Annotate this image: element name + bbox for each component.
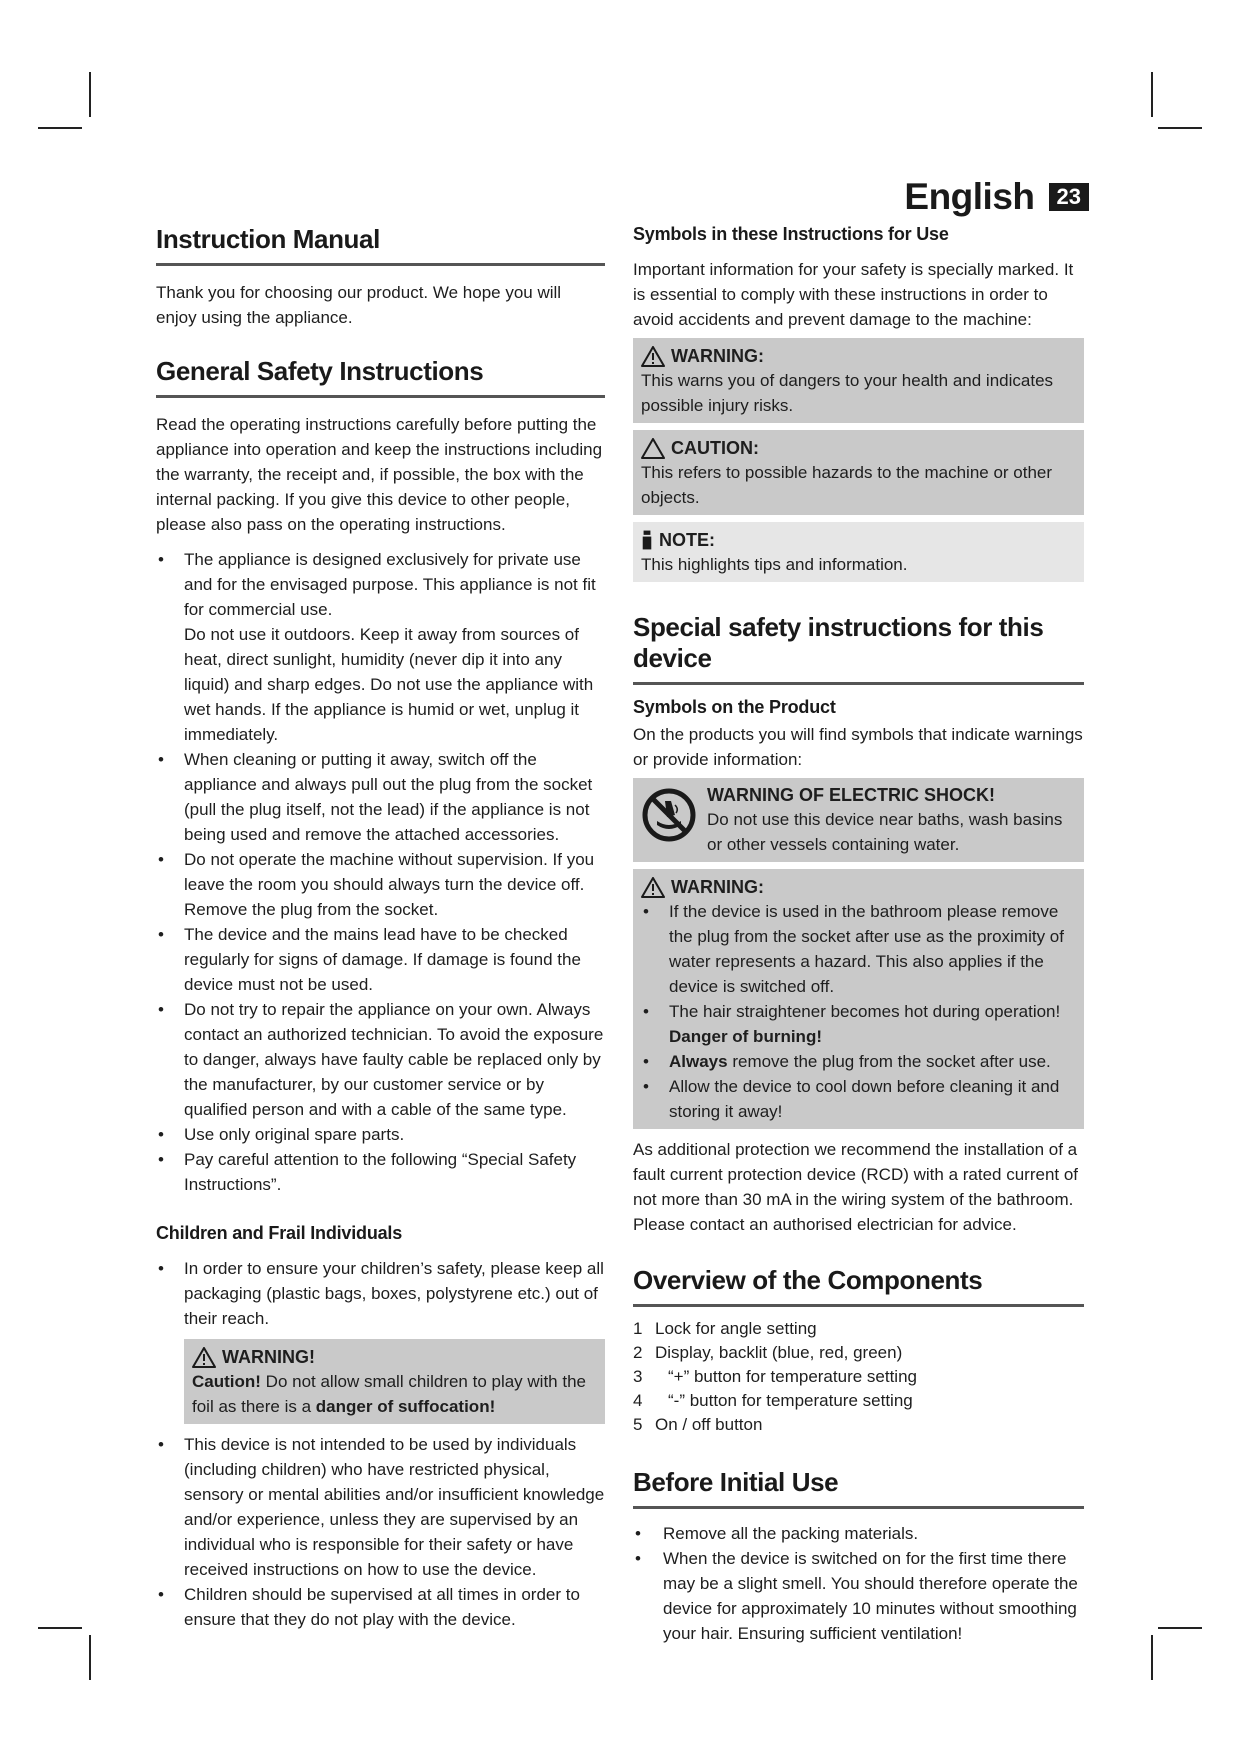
children-heading: Children and Frail Individuals (156, 1223, 403, 1243)
list-item: • Allow the device to cool down before cleaning it and storing it away! (641, 1074, 1076, 1124)
list-item: • Do not operate the machine without supervision. If you leave the room you should always turn the device off. Remove the plug from the socket. (156, 847, 605, 922)
before-use-list (633, 1521, 1084, 1646)
crop-mark (1151, 1635, 1153, 1680)
list-item: • The appliance is designed exclusively for private use and for the envisaged purpose. This appliance is not fit for commercial use. Do not use it outdoors. Keep it away from sources of heat, direct sunlight, humidity (never dip it into any liquid) and sharp edges. Do not use the appliance with wet hands. If the appliance is humid or wet, unplug it immediately. (156, 547, 605, 747)
symbols-text: Important information for your safety is specially marked. It is essential to comply with these instructions in order to avoid accidents and prevent damage to the machine: (633, 260, 1074, 329)
list-item: • Children should be supervised at all times in order to ensure that they do not play with the device. (156, 1582, 605, 1632)
children-list-continued (156, 1432, 605, 1632)
children-warning-box: WARNING! Caution! Do not allow small children to play with the foil as there is a danger of suffocation! (184, 1339, 605, 1424)
list-item: 5 On / off button (633, 1415, 763, 1434)
list-item: • Use only original spare parts. (156, 1122, 605, 1147)
general-safety-list (156, 547, 605, 1197)
crop-mark (89, 1635, 91, 1680)
before-use-heading: Before Initial Use (633, 1467, 1084, 1509)
danger-label: danger of suffocation! (315, 1397, 496, 1416)
symbols-product-text: On the products you will find symbols that indicate warnings or provide information: (633, 725, 1083, 769)
list-item: • Remove all the packing materials. (633, 1521, 1084, 1546)
warning-triangle-icon (641, 877, 665, 898)
crop-mark (1158, 1627, 1202, 1629)
components-list (633, 1317, 1084, 1437)
list-item: • Do not try to repair the appliance on your own. Always contact an authorized technician. To avoid the exposure to danger, always have faulty cable be replaced only by the manufacturer, by our customer service or by qualified person and with a cable of the same type. (156, 997, 605, 1122)
crop-mark (89, 72, 91, 117)
list-item: • The device and the mains lead have to be checked regularly for signs of damage. If damage is found the device must not be used. (156, 922, 605, 997)
warning-triangle-icon (641, 346, 665, 367)
list-item: • When the device is switched on for the first time there may be a slight smell. You should therefore operate the device for approximately 10 minutes without smoothing your hair. Ensuring sufficient ventilation! (633, 1546, 1084, 1646)
intro-text: Thank you for choosing our product. We hope you will enjoy using the appliance. (156, 283, 562, 327)
crop-mark (1151, 72, 1153, 117)
list-item: • This device is not intended to be used by individuals (including children) who have restricted physical, sensory or mental abilities and/or insufficient knowledge and/or experience, unless they are supervised by an individual who is responsible for their safety or have received instructions on how to use the device. (156, 1432, 605, 1582)
note-box: NOTE: This highlights tips and information. (633, 522, 1084, 582)
list-item: 4 “-” button for temperature setting (633, 1391, 913, 1410)
left-column (156, 224, 605, 1632)
crop-mark (38, 1627, 82, 1629)
no-water-icon (641, 787, 697, 843)
symbols-heading: Symbols in these Instructions for Use (633, 224, 949, 244)
warning-triangle-icon (192, 1347, 216, 1368)
instruction-manual-heading: Instruction Manual (156, 224, 605, 266)
list-item: 3 “+” button for temperature setting (633, 1367, 917, 1386)
list-item: 2 Display, backlit (blue, red, green) (633, 1343, 903, 1362)
warning-title: WARNING! (222, 1347, 315, 1367)
symbols-product-heading: Symbols on the Product (633, 697, 836, 717)
caution-triangle-icon (641, 438, 665, 459)
general-safety-text: Read the operating instructions carefully before putting the appliance into operation and keep the instructions including the warranty, the receipt and, if possible, the box with the internal packing. If you give this device to other people, please also pass on the operating instructions. (156, 415, 603, 534)
list-item: • In order to ensure your children’s safety, please keep all packaging (plastic bags, boxes, polystyrene etc.) out of their reach. (156, 1256, 605, 1331)
children-list (156, 1256, 605, 1331)
language-label: English (904, 176, 1035, 217)
caution-box: CAUTION: This refers to possible hazards to the machine or other objects. (633, 430, 1084, 515)
crop-mark (1158, 127, 1202, 129)
list-item: 1 Lock for angle setting (633, 1319, 817, 1338)
caution-label: Caution! (192, 1372, 261, 1391)
list-item: • If the device is used in the bathroom please remove the plug from the socket after use as the proximity of water represents a hazard. This also applies if the device is switched off. (641, 899, 1076, 999)
list-item: • Pay careful attention to the following “Special Safety Instructions”. (156, 1147, 605, 1197)
electric-shock-text: Do not use this device near baths, wash basins or other vessels containing water. (707, 810, 1063, 854)
crop-mark (38, 127, 82, 129)
electric-shock-title: WARNING OF ELECTRIC SHOCK! (707, 785, 995, 805)
special-safety-heading: Special safety instructions for this device (633, 612, 1084, 685)
list-item: • When cleaning or putting it away, switch off the appliance and always pull out the plug from the socket (pull the plug itself, not the lead) if the appliance is not being used and remove the attached accessories. (156, 747, 605, 847)
overview-heading: Overview of the Components (633, 1265, 1084, 1307)
warning-box: WARNING: This warns you of dangers to your health and indicates possible injury risks. (633, 338, 1084, 423)
info-icon (641, 530, 653, 550)
list-item: • Always remove the plug from the socket after use. (641, 1049, 1076, 1074)
page-number: 23 (1049, 183, 1089, 211)
general-safety-heading: General Safety Instructions (156, 356, 605, 398)
list-item: • The hair straightener becomes hot during operation! Danger of burning! (641, 999, 1076, 1049)
electric-shock-box (633, 778, 1084, 862)
right-column (633, 224, 1084, 1646)
page-header (904, 176, 1089, 218)
product-warning-box: WARNING: • If the device is used in the bathroom please remove the plug from the socket after use as the proximity of water represents a hazard. This also applies if the device is switched off. • The hair straightener becomes hot during operation! Danger of burning! • Always remove the plug from the socket after use. • Allow the device to cool down before cleaning it and storing it away! (633, 869, 1084, 1129)
additional-protection-text: As additional protection we recommend the installation of a fault current protection device (RCD) with a rated current of not more than 30 mA in the wiring system of the bathroom. Please contact an authorised electrician for advice. (633, 1140, 1079, 1234)
